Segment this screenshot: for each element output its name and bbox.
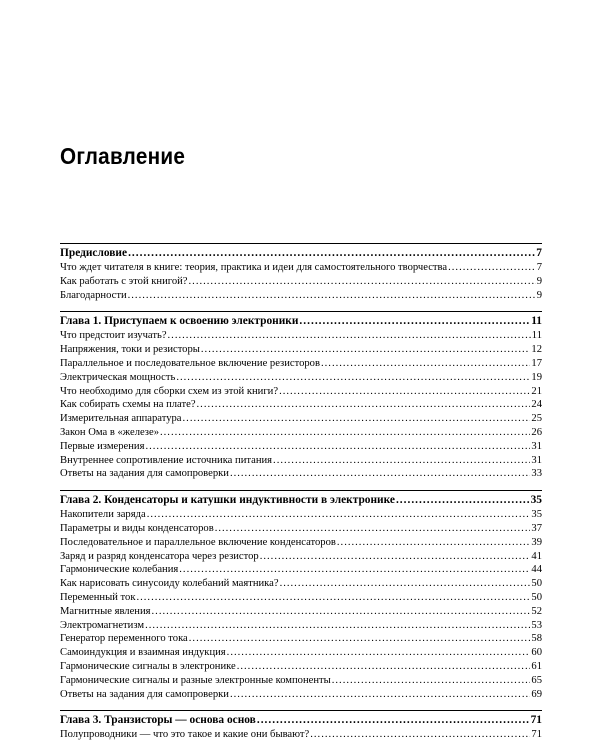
- entry-title: Как нарисовать синусоиду колебаний маятника?: [60, 578, 279, 590]
- page-number: 37: [531, 522, 542, 534]
- entry-title: Что предстоит изучать?: [60, 330, 167, 342]
- page-number: 11: [531, 330, 542, 342]
- toc-entry: [60, 660, 542, 674]
- page-number: 50: [531, 591, 542, 603]
- page-number: 50: [531, 578, 542, 590]
- dot-leader: [279, 385, 530, 399]
- entry-title: Гармонические сигналы и разные электронные компоненты: [60, 674, 331, 686]
- dot-leader: [176, 371, 530, 385]
- dot-leader: [280, 577, 531, 591]
- page-number: 35: [531, 509, 542, 521]
- section-gap: [60, 701, 542, 710]
- entry-title: Как работать с этой книгой?: [60, 275, 188, 287]
- dot-leader: [230, 467, 530, 481]
- toc-section: [60, 490, 542, 701]
- page-number: 19: [531, 371, 542, 383]
- dot-leader: [168, 329, 531, 343]
- page-number: 31: [531, 454, 542, 466]
- entry-title: Измерительная аппаратура: [60, 413, 182, 425]
- toc-entry: [60, 426, 542, 440]
- toc-entry: [60, 674, 542, 688]
- toc-entry: [60, 591, 542, 605]
- entry-title: Электрическая мощность: [60, 371, 176, 383]
- page-number: 65: [531, 674, 542, 686]
- page-number: 9: [536, 289, 542, 301]
- entry-title: Глава 1. Приступаем к освоению электроники: [60, 315, 299, 328]
- entry-title: Последовательное и параллельное включение конденсаторов: [60, 536, 336, 548]
- toc-entry: [60, 440, 542, 454]
- toc-entry: [60, 261, 542, 275]
- page-number: 21: [531, 385, 542, 397]
- dot-leader: [310, 728, 530, 742]
- page-number: 17: [531, 357, 542, 369]
- toc-entry: [60, 289, 542, 303]
- dot-leader: [321, 357, 530, 371]
- dot-leader: [145, 619, 530, 633]
- toc-entry: [60, 688, 542, 702]
- toc-entry: [60, 329, 542, 343]
- page-number: 52: [531, 605, 542, 617]
- page-number: 26: [531, 426, 542, 438]
- toc-entry: [60, 619, 542, 633]
- toc-entry: [60, 536, 542, 550]
- toc-entry: [60, 646, 542, 660]
- page-number: 9: [536, 275, 542, 287]
- toc-entry: [60, 398, 542, 412]
- dot-leader: [147, 508, 531, 522]
- entry-title: Ответы на задания для самопроверки: [60, 468, 229, 480]
- table-of-contents: [60, 243, 542, 742]
- entry-title: Первые измерения: [60, 440, 145, 452]
- entry-title: Напряжения, токи и резисторы: [60, 344, 200, 356]
- entry-title: Электромагнетизм: [60, 619, 145, 631]
- entry-title: Переменный ток: [60, 591, 136, 603]
- entry-title: Самоиндукция и взаимная индукция: [60, 647, 226, 659]
- chapter-heading: [60, 493, 542, 508]
- entry-title: Глава 2. Конденсаторы и катушки индуктивности в электронике: [60, 494, 395, 507]
- page-number: 58: [531, 633, 542, 645]
- dot-leader: [230, 688, 530, 702]
- toc-entry: [60, 563, 542, 577]
- dot-leader: [152, 605, 531, 619]
- page-number: 11: [531, 315, 542, 328]
- toc-section: [60, 710, 542, 742]
- page-number: 25: [531, 413, 542, 425]
- page-number: 24: [531, 399, 542, 411]
- page-number: 12: [531, 344, 542, 356]
- entry-title: Полупроводники — что это такое и какие они бывают?: [60, 729, 310, 741]
- entry-title: Параллельное и последовательное включение резисторов: [60, 357, 320, 369]
- page-number: 69: [531, 688, 542, 700]
- dot-leader: [337, 536, 531, 550]
- dot-leader: [299, 314, 530, 329]
- page-number: 7: [536, 262, 542, 273]
- page-number: 33: [531, 468, 542, 480]
- toc-entry: [60, 357, 542, 371]
- dot-leader: [145, 440, 530, 454]
- dot-leader: [396, 493, 530, 508]
- toc-section: [60, 311, 542, 481]
- dot-leader: [128, 246, 535, 261]
- toc-entry: [60, 728, 542, 742]
- page-number: 53: [531, 619, 542, 631]
- dot-leader: [128, 289, 536, 303]
- entry-title: Ответы на задания для самопроверки: [60, 688, 229, 700]
- toc-entry: [60, 632, 542, 646]
- toc-section: [60, 243, 542, 302]
- dot-leader: [227, 646, 531, 660]
- toc-entry: [60, 550, 542, 564]
- page-title: Оглавление: [60, 143, 186, 169]
- page-number: 39: [531, 536, 542, 548]
- page-number: 41: [531, 550, 542, 562]
- toc-entry: [60, 343, 542, 357]
- dot-leader: [183, 412, 531, 426]
- toc-entry: [60, 371, 542, 385]
- dot-leader: [197, 398, 531, 412]
- dot-leader: [201, 343, 531, 357]
- section-gap: [60, 302, 542, 311]
- entry-title: Внутреннее сопротивление источника питания: [60, 454, 273, 466]
- entry-title: Накопители заряда: [60, 509, 146, 521]
- toc-entry: [60, 577, 542, 591]
- entry-title: Генератор переменного тока: [60, 633, 188, 645]
- dot-leader: [160, 426, 530, 440]
- chapter-heading: [60, 314, 542, 329]
- page-number: 31: [531, 440, 542, 452]
- entry-title: Что необходимо для сборки схем из этой книги?: [60, 385, 279, 397]
- dot-leader: [136, 591, 530, 605]
- entry-title: Магнитные явления: [60, 605, 151, 617]
- dot-leader: [273, 454, 530, 468]
- entry-title: Предисловие: [60, 247, 128, 259]
- toc-entry: [60, 385, 542, 399]
- entry-title: Как собирать схемы на плате?: [60, 399, 196, 411]
- page-number: 71: [531, 729, 542, 741]
- toc-entry: [60, 454, 542, 468]
- toc-entry: [60, 412, 542, 426]
- dot-leader: [448, 261, 536, 275]
- toc-entry: [60, 467, 542, 481]
- page-number: 7: [536, 247, 542, 259]
- toc-entry: [60, 522, 542, 536]
- toc-entry: [60, 605, 542, 619]
- entry-title: Гармонические колебания: [60, 564, 179, 576]
- toc-entry: [60, 508, 542, 522]
- page-number: 61: [531, 660, 542, 672]
- entry-title: Заряд и разряд конденсатора через резистор: [60, 550, 259, 562]
- entry-title: Что ждет читателя в книге: теория, практика и идеи для самостоятельного творчества: [60, 262, 448, 273]
- dot-leader: [215, 522, 531, 536]
- page-number: 44: [531, 564, 542, 576]
- dot-leader: [189, 632, 531, 646]
- dot-leader: [179, 563, 530, 577]
- page-number: 71: [530, 714, 542, 727]
- page-number: 35: [530, 494, 542, 507]
- section-gap: [60, 481, 542, 490]
- page-number: 60: [531, 647, 542, 659]
- chapter-heading: [60, 713, 542, 728]
- dot-leader: [257, 713, 530, 728]
- entry-title: Гармонические сигналы в электронике: [60, 660, 236, 672]
- dot-leader: [189, 275, 536, 289]
- dot-leader: [260, 550, 531, 564]
- entry-title: Глава 3. Транзисторы — основа основ: [60, 714, 256, 727]
- dot-leader: [237, 660, 531, 674]
- entry-title: Закон Ома в «железе»: [60, 426, 159, 438]
- dot-leader: [332, 674, 531, 688]
- chapter-heading: [60, 246, 542, 261]
- entry-title: Параметры и виды конденсаторов: [60, 522, 214, 534]
- entry-title: Благодарности: [60, 289, 127, 301]
- toc-entry: [60, 275, 542, 289]
